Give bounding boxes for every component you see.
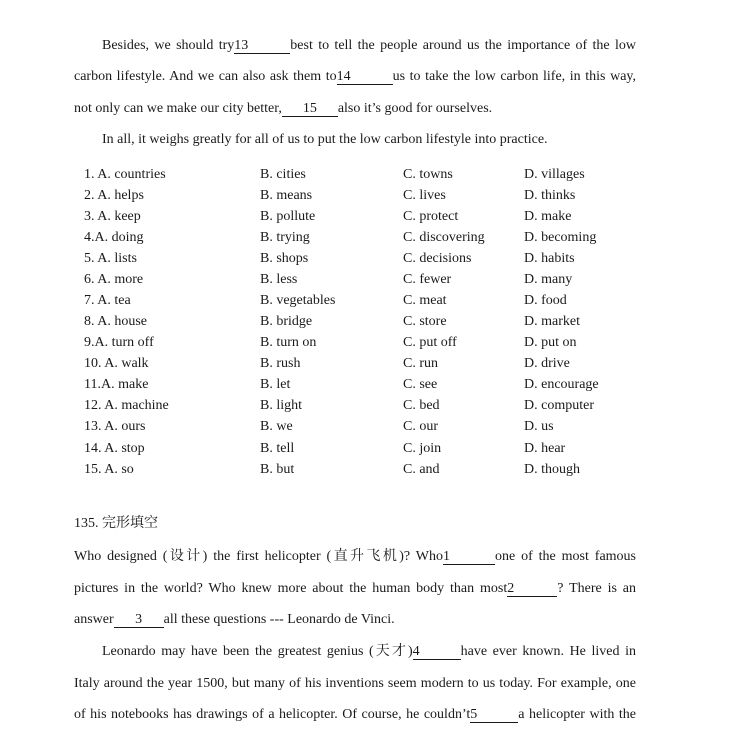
option-d: D. market (524, 314, 580, 329)
section-heading: 135. 完形填空 (74, 516, 158, 531)
options-row-10 (84, 355, 644, 376)
option-d: D. though (524, 462, 580, 477)
option-c: C. store (403, 314, 447, 329)
option-c: C. decisions (403, 251, 472, 266)
option-a: 15. A. so (84, 462, 134, 477)
option-a: 7. A. tea (84, 293, 131, 308)
option-a: 5. A. lists (84, 251, 137, 266)
passage1-line-1 (102, 37, 636, 55)
text: us to take the low carbon life, in this way, (392, 69, 636, 84)
option-c: C. see (403, 377, 438, 392)
text: one of the most famous (494, 549, 636, 564)
blank-1[interactable]: 1 (443, 549, 495, 565)
option-b: B. trying (260, 230, 310, 245)
text: Leonardo may have been the greatest genius (天才) (102, 644, 413, 659)
option-b: B. but (260, 462, 295, 477)
text: not only can we make our city better, (74, 101, 282, 116)
options-row-15 (84, 461, 644, 482)
option-a: 10. A. walk (84, 356, 149, 371)
passage2-line-3 (74, 611, 636, 629)
text: best to tell the people around us the importance of the low (290, 38, 636, 53)
text: Italy around the year 1500, but many of his inventions seem modern to us today. For example, one (74, 676, 636, 691)
option-d: D. encourage (524, 377, 599, 392)
option-c: C. protect (403, 209, 459, 224)
option-b: B. vegetables (260, 293, 336, 308)
option-b: B. we (260, 419, 293, 434)
text: Besides, we should try (102, 38, 235, 53)
options-row-6 (84, 271, 644, 292)
option-b: B. light (260, 398, 303, 413)
option-c: C. join (403, 441, 442, 456)
option-c: C. run (403, 356, 438, 371)
blank-2[interactable]: 2 (507, 581, 557, 597)
options-row-11 (84, 376, 644, 397)
options-row-13 (84, 418, 644, 439)
text: answer (74, 612, 114, 627)
option-a: 11.A. make (84, 377, 149, 392)
text: also it’s good for ourselves. (337, 101, 493, 116)
text: In all, it weighs greatly for all of us to put the low carbon lifestyle into practice. (102, 132, 548, 147)
options-row-8 (84, 313, 644, 334)
option-a: 2. A. helps (84, 188, 144, 203)
text: carbon lifestyle. And we can also ask them to (74, 69, 337, 84)
passage2-line-4 (102, 643, 636, 661)
option-c: C. bed (403, 398, 440, 413)
options-row-3 (84, 208, 644, 229)
option-b: B. shops (260, 251, 309, 266)
option-c: C. our (403, 419, 438, 434)
option-c: C. meat (403, 293, 447, 308)
option-b: B. tell (260, 441, 295, 456)
option-b: B. rush (260, 356, 301, 371)
blank-15[interactable]: 15 (282, 101, 338, 117)
options-row-7 (84, 292, 644, 313)
option-d: D. food (524, 293, 567, 308)
blank-3[interactable]: 3 (114, 612, 164, 628)
text: have ever known. He lived in (460, 644, 636, 659)
passage2-line-2 (74, 580, 636, 598)
option-d: D. becoming (524, 230, 597, 245)
option-b: B. let (260, 377, 291, 392)
option-c: C. and (403, 462, 440, 477)
option-b: B. less (260, 272, 298, 287)
option-a: 8. A. house (84, 314, 147, 329)
options-row-5 (84, 250, 644, 271)
options-row-1 (84, 166, 644, 187)
blank-5[interactable]: 5 (470, 707, 518, 723)
option-c: C. towns (403, 167, 453, 182)
option-d: D. thinks (524, 188, 576, 203)
option-b: B. means (260, 188, 313, 203)
blank-4[interactable]: 4 (413, 644, 461, 660)
text: pictures in the world? Who knew more about the human body than most (74, 581, 508, 596)
option-a: 1. A. countries (84, 167, 166, 182)
passage1-line-4 (102, 131, 636, 149)
option-d: D. make (524, 209, 572, 224)
option-d: D. drive (524, 356, 570, 371)
options-row-9 (84, 334, 644, 355)
option-a: 3. A. keep (84, 209, 141, 224)
option-b: B. cities (260, 167, 306, 182)
passage1-line-3 (74, 100, 636, 118)
options-row-4 (84, 229, 644, 250)
option-d: D. hear (524, 441, 566, 456)
option-c: C. put off (403, 335, 457, 350)
passage2-line-5 (74, 675, 636, 693)
text: ? There is an (557, 581, 636, 596)
option-d: D. put on (524, 335, 577, 350)
option-b: B. bridge (260, 314, 313, 329)
option-c: C. fewer (403, 272, 452, 287)
option-d: D. computer (524, 398, 594, 413)
option-a: 4.A. doing (84, 230, 144, 245)
text: of his notebooks has drawings of a helicopter. Of course, he couldn’t (74, 707, 471, 722)
option-d: D. many (524, 272, 573, 287)
options-row-12 (84, 397, 644, 418)
option-b: B. pollute (260, 209, 316, 224)
option-a: 14. A. stop (84, 441, 145, 456)
option-d: D. us (524, 419, 554, 434)
blank-13[interactable]: 13 (234, 38, 290, 54)
passage1-line-2 (74, 68, 636, 86)
text: Who designed (设计) the first helicopter (直升飞机)? Who (74, 549, 443, 564)
option-b: B. turn on (260, 335, 317, 350)
options-row-2 (84, 187, 644, 208)
text: a helicopter with the (518, 707, 636, 722)
option-a: 12. A. machine (84, 398, 169, 413)
option-a: 9.A. turn off (84, 335, 154, 350)
blank-14[interactable]: 14 (337, 69, 393, 85)
text: all these questions --- Leonardo de Vinci. (163, 612, 395, 627)
options-row-14 (84, 440, 644, 461)
option-a: 13. A. ours (84, 419, 146, 434)
option-c: C. lives (403, 188, 446, 203)
option-d: D. villages (524, 167, 585, 182)
option-c: C. discovering (403, 230, 485, 245)
option-a: 6. A. more (84, 272, 144, 287)
passage2-line-6 (74, 706, 636, 724)
passage2-line-1 (74, 548, 636, 566)
option-d: D. habits (524, 251, 575, 266)
